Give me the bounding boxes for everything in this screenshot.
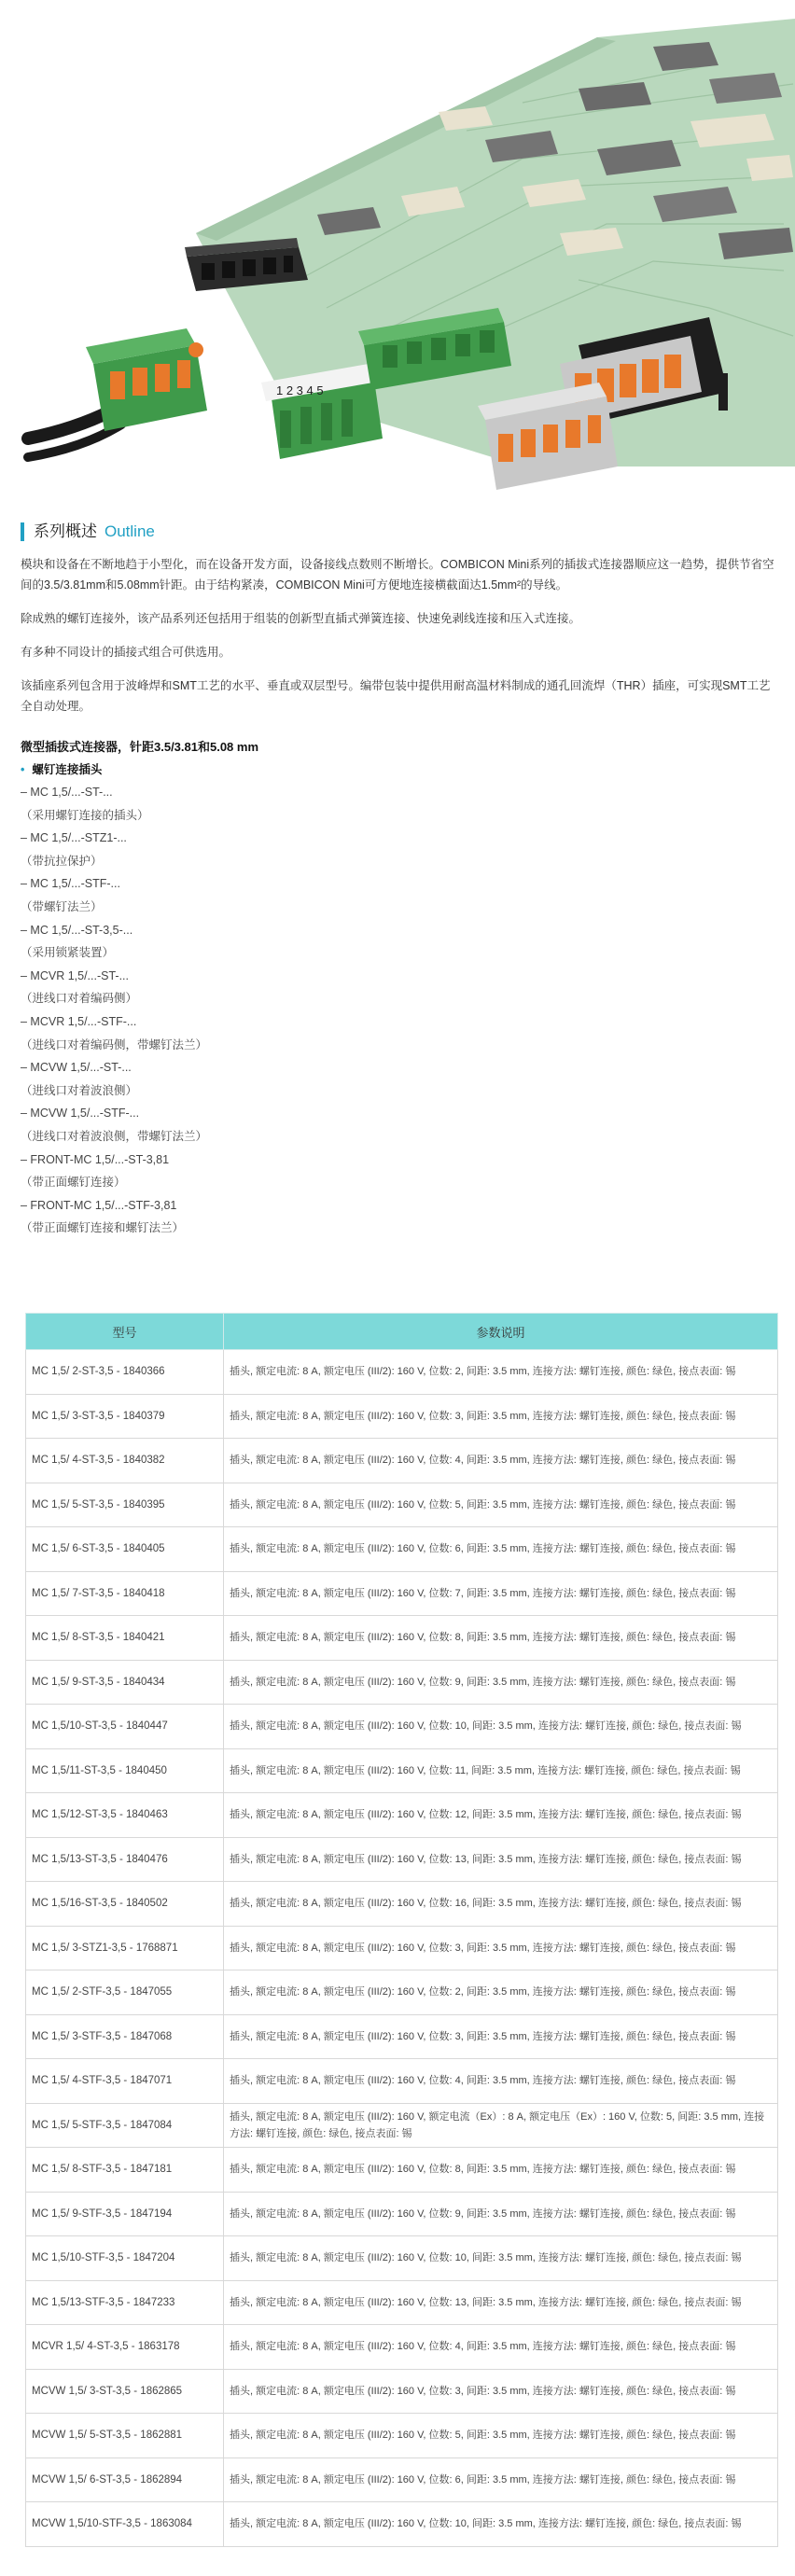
model-list-item: （带正面螺钉连接） bbox=[21, 1176, 126, 1190]
overview-paragraph: 该插座系列包含用于波峰焊和SMT工艺的水平、垂直或双层型号。编带包装中提供用耐高温材料制成的通孔回流焊（THR）插座，可实现SMT工艺全自动处理。 bbox=[21, 679, 771, 713]
description-cell: 插头, 额定电流: 8 A, 额定电压 (III/2): 160 V, 位数: 4, 间距: 3.5 mm, 连接方法: 螺钉连接, 颜色: 绿色, 接点表面: 锡 bbox=[224, 2059, 778, 2104]
overview-paragraph: 有多种不同设计的插接式组合可供选用。 bbox=[21, 646, 231, 659]
table-row bbox=[26, 1748, 778, 1793]
model-cell: MC 1,5/ 2-ST-3,5 - 1840366 bbox=[26, 1350, 224, 1395]
bullet-dot-icon: • bbox=[21, 763, 25, 776]
pin-number-label: 1 2 3 4 5 bbox=[276, 383, 324, 397]
bullet-item bbox=[21, 760, 776, 777]
description-cell: 插头, 额定电流: 8 A, 额定电压 (III/2): 160 V, 位数: 4, 间距: 3.5 mm, 连接方法: 螺钉连接, 颜色: 绿色, 接点表面: 锡 bbox=[224, 2325, 778, 2370]
section-title bbox=[21, 522, 776, 541]
model-list-item: – MCVW 1,5/...-ST-... bbox=[21, 1061, 132, 1075]
description-cell: 插头, 额定电流: 8 A, 额定电压 (III/2): 160 V, 位数: 3, 间距: 3.5 mm, 连接方法: 螺钉连接, 颜色: 绿色, 接点表面: 锡 bbox=[224, 2014, 778, 2059]
model-cell: MC 1,5/16-ST-3,5 - 1840502 bbox=[26, 1882, 224, 1927]
description-cell: 插头, 额定电流: 8 A, 额定电压 (III/2): 160 V, 位数: 5, 间距: 3.5 mm, 连接方法: 螺钉连接, 颜色: 绿色, 接点表面: 锡 bbox=[224, 2414, 778, 2458]
model-list-item: – FRONT-MC 1,5/...-ST-3,81 bbox=[21, 1152, 170, 1166]
table-row bbox=[26, 2059, 778, 2104]
model-cell: MC 1,5/ 9-STF-3,5 - 1847194 bbox=[26, 2192, 224, 2236]
model-cell: MCVW 1,5/ 3-ST-3,5 - 1862865 bbox=[26, 2369, 224, 2414]
description-cell: 插头, 额定电流: 8 A, 额定电压 (III/2): 160 V, 位数: 16, 间距: 3.5 mm, 连接方法: 螺钉连接, 颜色: 绿色, 接点表面: 锡 bbox=[224, 1882, 778, 1927]
model-list-item: （带螺钉法兰） bbox=[21, 899, 103, 913]
description-cell: 插头, 额定电流: 8 A, 额定电压 (III/2): 160 V, 位数: 10, 间距: 3.5 mm, 连接方法: 螺钉连接, 颜色: 绿色, 接点表面: 锡 bbox=[224, 2236, 778, 2281]
section-title-cn: 系列概述 bbox=[34, 522, 97, 540]
model-cell: MC 1,5/ 3-ST-3,5 - 1840379 bbox=[26, 1394, 224, 1439]
table-row bbox=[26, 2414, 778, 2458]
table-row bbox=[26, 1350, 778, 1395]
table-row bbox=[26, 2369, 778, 2414]
table-row bbox=[26, 2236, 778, 2281]
model-list-item: （进线口对着编码侧，带螺钉法兰） bbox=[21, 1037, 208, 1051]
model-cell: MC 1,5/ 9-ST-3,5 - 1840434 bbox=[26, 1660, 224, 1705]
model-cell: MC 1,5/ 8-ST-3,5 - 1840421 bbox=[26, 1616, 224, 1661]
description-cell: 插头, 额定电流: 8 A, 额定电压 (III/2): 160 V, 位数: 13, 间距: 3.5 mm, 连接方法: 螺钉连接, 颜色: 绿色, 接点表面: 锡 bbox=[224, 1837, 778, 1882]
table-row bbox=[26, 1882, 778, 1927]
model-cell: MC 1,5/ 6-ST-3,5 - 1840405 bbox=[26, 1527, 224, 1572]
model-cell: MCVR 1,5/ 4-ST-3,5 - 1863178 bbox=[26, 2325, 224, 2370]
description-cell: 插头, 额定电流: 8 A, 额定电压 (III/2): 160 V, 位数: 6, 间距: 3.5 mm, 连接方法: 螺钉连接, 颜色: 绿色, 接点表面: 锡 bbox=[224, 2458, 778, 2502]
table-row bbox=[26, 1439, 778, 1483]
model-cell: MC 1,5/ 7-ST-3,5 - 1840418 bbox=[26, 1571, 224, 1616]
column-header-description: 参数说明 bbox=[224, 1314, 778, 1350]
description-cell: 插头, 额定电流: 8 A, 额定电压 (III/2): 160 V, 位数: 6, 间距: 3.5 mm, 连接方法: 螺钉连接, 颜色: 绿色, 接点表面: 锡 bbox=[224, 1527, 778, 1572]
description-cell: 插头, 额定电流: 8 A, 额定电压 (III/2): 160 V, 位数: 2, 间距: 3.5 mm, 连接方法: 螺钉连接, 颜色: 绿色, 接点表面: 锡 bbox=[224, 1970, 778, 2015]
model-cell: MC 1,5/13-STF-3,5 - 1847233 bbox=[26, 2280, 224, 2325]
table-row bbox=[26, 1837, 778, 1882]
model-list-item: – MC 1,5/...-ST-... bbox=[21, 786, 113, 799]
table-header-row bbox=[26, 1314, 778, 1350]
model-list-item: （进线口对着波浪侧） bbox=[21, 1083, 138, 1097]
model-list-item: （采用锁紧装置） bbox=[21, 946, 115, 960]
connectors-on-pcb-illustration bbox=[0, 0, 795, 504]
model-list-item: – MCVW 1,5/...-STF-... bbox=[21, 1107, 140, 1121]
description-cell: 插头, 额定电流: 8 A, 额定电压 (III/2): 160 V, 位数: 9, 间距: 3.5 mm, 连接方法: 螺钉连接, 颜色: 绿色, 接点表面: 锡 bbox=[224, 2192, 778, 2236]
model-cell: MC 1,5/ 3-STF-3,5 - 1847068 bbox=[26, 2014, 224, 2059]
description-cell: 插头, 额定电流: 8 A, 额定电压 (III/2): 160 V, 位数: 8, 间距: 3.5 mm, 连接方法: 螺钉连接, 颜色: 绿色, 接点表面: 锡 bbox=[224, 1616, 778, 1661]
description-cell: 插头, 额定电流: 8 A, 额定电压 (III/2): 160 V, 位数: 3, 间距: 3.5 mm, 连接方法: 螺钉连接, 颜色: 绿色, 接点表面: 锡 bbox=[224, 2369, 778, 2414]
description-cell: 插头, 额定电流: 8 A, 额定电压 (III/2): 160 V, 位数: 11, 间距: 3.5 mm, 连接方法: 螺钉连接, 颜色: 绿色, 接点表面: 锡 bbox=[224, 1748, 778, 1793]
model-cell: MC 1,5/ 4-ST-3,5 - 1840382 bbox=[26, 1439, 224, 1483]
model-list-item: – FRONT-MC 1,5/...-STF-3,81 bbox=[21, 1198, 177, 1212]
model-list-item: （采用螺钉连接的插头） bbox=[21, 808, 149, 822]
table-row bbox=[26, 2458, 778, 2502]
description-cell: 插头, 额定电流: 8 A, 额定电压 (III/2): 160 V, 位数: 9, 间距: 3.5 mm, 连接方法: 螺钉连接, 颜色: 绿色, 接点表面: 锡 bbox=[224, 1660, 778, 1705]
model-cell: MC 1,5/10-STF-3,5 - 1847204 bbox=[26, 2236, 224, 2281]
table-row bbox=[26, 2014, 778, 2059]
table-row bbox=[26, 1571, 778, 1616]
description-cell: 插头, 额定电流: 8 A, 额定电压 (III/2): 160 V, 位数: 13, 间距: 3.5 mm, 连接方法: 螺钉连接, 颜色: 绿色, 接点表面: 锡 bbox=[224, 2280, 778, 2325]
model-cell: MC 1,5/ 5-STF-3,5 - 1847084 bbox=[26, 2103, 224, 2148]
description-cell: 插头, 额定电流: 8 A, 额定电压 (III/2): 160 V, 位数: 8, 间距: 3.5 mm, 连接方法: 螺钉连接, 颜色: 绿色, 接点表面: 锡 bbox=[224, 2148, 778, 2193]
table-row bbox=[26, 1660, 778, 1705]
green-plug-with-orange-levers bbox=[86, 328, 207, 431]
description-cell: 插头, 额定电流: 8 A, 额定电压 (III/2): 160 V, 额定电流（Ex）: 8 A, 额定电压（Ex）: 160 V, 位数: 5, 间距: 3.5 mm, 连接方法: 螺钉连接, 颜色: 绿色, 接点表面: 锡 bbox=[224, 2103, 778, 2148]
model-cell: MC 1,5/ 8-STF-3,5 - 1847181 bbox=[26, 2148, 224, 2193]
model-cell: MCVW 1,5/10-STF-3,5 - 1863084 bbox=[26, 2502, 224, 2547]
model-cell: MC 1,5/11-ST-3,5 - 1840450 bbox=[26, 1748, 224, 1793]
table-row bbox=[26, 2502, 778, 2547]
table-row bbox=[26, 2192, 778, 2236]
description-cell: 插头, 额定电流: 8 A, 额定电压 (III/2): 160 V, 位数: 10, 间距: 3.5 mm, 连接方法: 螺钉连接, 颜色: 绿色, 接点表面: 锡 bbox=[224, 1705, 778, 1749]
table-row bbox=[26, 2325, 778, 2370]
table-row bbox=[26, 1483, 778, 1527]
table-row bbox=[26, 2148, 778, 2193]
overview-paragraph: 除成熟的螺钉连接外，该产品系列还包括用于组装的创新型直插式弹簧连接、快速免剥线连接和压入式连接。 bbox=[21, 612, 581, 625]
model-cell: MC 1,5/ 3-STZ1-3,5 - 1768871 bbox=[26, 1926, 224, 1970]
description-cell: 插头, 额定电流: 8 A, 额定电压 (III/2): 160 V, 位数: 4, 间距: 3.5 mm, 连接方法: 螺钉连接, 颜色: 绿色, 接点表面: 锡 bbox=[224, 1439, 778, 1483]
model-cell: MCVW 1,5/ 6-ST-3,5 - 1862894 bbox=[26, 2458, 224, 2502]
table-row bbox=[26, 1527, 778, 1572]
model-list-item: – MC 1,5/...-STZ1-... bbox=[21, 831, 127, 845]
description-cell: 插头, 额定电流: 8 A, 额定电压 (III/2): 160 V, 位数: 5, 间距: 3.5 mm, 连接方法: 螺钉连接, 颜色: 绿色, 接点表面: 锡 bbox=[224, 1483, 778, 1527]
table-body bbox=[26, 1350, 778, 2547]
model-list bbox=[21, 781, 776, 1240]
model-cell: MC 1,5/10-ST-3,5 - 1840447 bbox=[26, 1705, 224, 1749]
table-row bbox=[26, 1616, 778, 1661]
description-cell: 插头, 额定电流: 8 A, 额定电压 (III/2): 160 V, 位数: 10, 间距: 3.5 mm, 连接方法: 螺钉连接, 颜色: 绿色, 接点表面: 锡 bbox=[224, 2502, 778, 2547]
description-cell: 插头, 额定电流: 8 A, 额定电压 (III/2): 160 V, 位数: 7, 间距: 3.5 mm, 连接方法: 螺钉连接, 颜色: 绿色, 接点表面: 锡 bbox=[224, 1571, 778, 1616]
description-cell: 插头, 额定电流: 8 A, 额定电压 (III/2): 160 V, 位数: 12, 间距: 3.5 mm, 连接方法: 螺钉连接, 颜色: 绿色, 接点表面: 锡 bbox=[224, 1793, 778, 1838]
table-row bbox=[26, 1394, 778, 1439]
table-row bbox=[26, 1793, 778, 1838]
description-cell: 插头, 额定电流: 8 A, 额定电压 (III/2): 160 V, 位数: 3, 间距: 3.5 mm, 连接方法: 螺钉连接, 颜色: 绿色, 接点表面: 锡 bbox=[224, 1926, 778, 1970]
spec-table bbox=[25, 1313, 778, 2547]
model-list-item: （进线口对着波浪侧，带螺钉法兰） bbox=[21, 1129, 208, 1143]
model-cell: MCVW 1,5/ 5-ST-3,5 - 1862881 bbox=[26, 2414, 224, 2458]
bullet-label: 螺钉连接插头 bbox=[32, 763, 103, 776]
model-cell: MC 1,5/ 5-ST-3,5 - 1840395 bbox=[26, 1483, 224, 1527]
model-list-item: （带抗拉保护） bbox=[21, 854, 103, 868]
model-cell: MC 1,5/ 4-STF-3,5 - 1847071 bbox=[26, 2059, 224, 2104]
table-row bbox=[26, 1926, 778, 1970]
table-row bbox=[26, 2103, 778, 2148]
description-cell: 插头, 额定电流: 8 A, 额定电压 (III/2): 160 V, 位数: 3, 间距: 3.5 mm, 连接方法: 螺钉连接, 颜色: 绿色, 接点表面: 锡 bbox=[224, 1394, 778, 1439]
model-cell: MC 1,5/13-ST-3,5 - 1840476 bbox=[26, 1837, 224, 1882]
hero-product-image bbox=[0, 0, 795, 504]
model-list-item: – MC 1,5/...-STF-... bbox=[21, 877, 120, 891]
model-cell: MC 1,5/12-ST-3,5 - 1840463 bbox=[26, 1793, 224, 1838]
model-cell: MC 1,5/ 2-STF-3,5 - 1847055 bbox=[26, 1970, 224, 2015]
model-list-item: （进线口对着编码侧） bbox=[21, 992, 138, 1006]
model-list-item: – MCVR 1,5/...-ST-... bbox=[21, 968, 129, 982]
section-title-en: Outline bbox=[105, 522, 155, 540]
series-overview-section bbox=[21, 522, 776, 1240]
table-row bbox=[26, 2280, 778, 2325]
table-row bbox=[26, 1970, 778, 2015]
model-list-item: – MCVR 1,5/...-STF-... bbox=[21, 1014, 137, 1028]
table-row bbox=[26, 1705, 778, 1749]
model-list-item: – MC 1,5/...-ST-3,5-... bbox=[21, 923, 133, 937]
model-list-item: （带正面螺钉连接和螺钉法兰） bbox=[21, 1221, 185, 1235]
column-header-model: 型号 bbox=[26, 1314, 224, 1350]
overview-paragraph: 模块和设备在不断地趋于小型化，而在设备开发方面，设备接线点数则不断增长。COMBICON Mini系列的插拔式连接器顺应这一趋势，提供节省空间的3.5/3.81mm和5.08mm针距。由于结构紧凑，COMBICON Mini可方便地连接横截面达1.5mm²的导线。 bbox=[21, 558, 774, 592]
product-subtitle: 微型插拔式连接器，针距3.5/3.81和5.08 mm bbox=[21, 740, 259, 754]
description-cell: 插头, 额定电流: 8 A, 额定电压 (III/2): 160 V, 位数: 2, 间距: 3.5 mm, 连接方法: 螺钉连接, 颜色: 绿色, 接点表面: 锡 bbox=[224, 1350, 778, 1395]
